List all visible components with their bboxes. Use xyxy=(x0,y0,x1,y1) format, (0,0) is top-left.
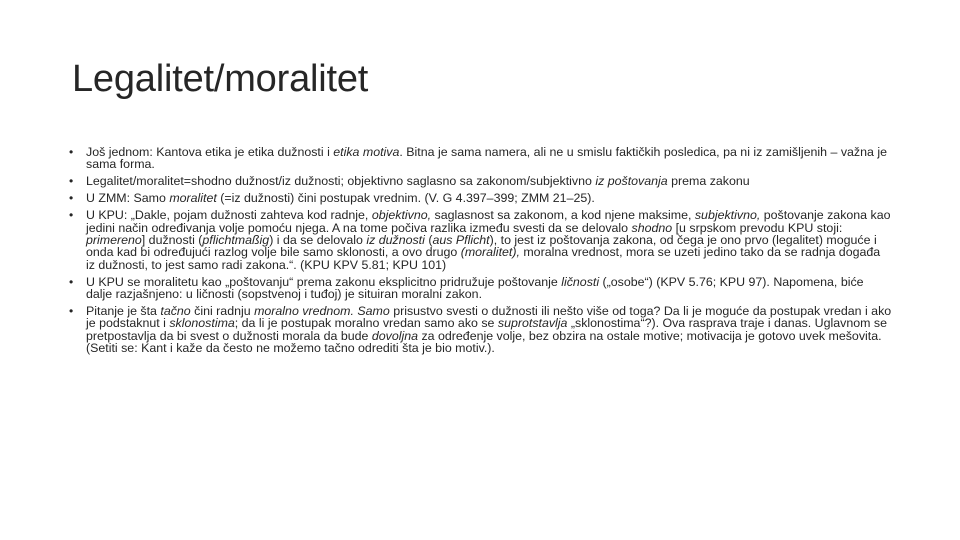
bullet-text xyxy=(86,174,750,188)
text-run: ) i da se delovalo xyxy=(269,232,367,247)
bullet-text xyxy=(86,208,891,272)
bullet-marker: • xyxy=(69,174,74,189)
italic-text-run: dovoljna xyxy=(371,328,419,343)
italic-text-run: (moralitet), xyxy=(460,245,520,260)
bullet-text xyxy=(86,191,595,205)
bullet-item xyxy=(66,175,892,187)
bullet-item xyxy=(66,192,892,204)
bullet-text xyxy=(86,304,891,355)
text-run: „sklonostima“?). Ova rasprava traje i danas. Uglavnom se pretpostavlja da bi svest o dužnosti morala da bude xyxy=(86,316,887,343)
text-run: U ZMM: Samo xyxy=(86,191,170,206)
text-run: prisustvo svesti o dužnosti ili nešto više od toga? Da li je moguće da postupak vredan i ako je podstaknut i xyxy=(86,303,892,331)
italic-text-run: iz dužnosti xyxy=(366,232,425,247)
italic-text-run: moralitet xyxy=(169,191,217,206)
text-run: Legalitet/moralitet=shodno dužnost/iz dužnosti; objektivno saglasno sa zakonom/subjektivno xyxy=(86,174,596,189)
text-run: („osobe“) (KPV 5.76; KPU 97). Napomena, biće dalje razjašnjeno: u ličnosti (sopstvenoj i tuđoj) je situiran moralni zakon. xyxy=(86,274,864,302)
text-run: prema zakonu xyxy=(667,174,750,189)
slide-title: Legalitet/moralitet xyxy=(72,58,369,100)
italic-text-run: primereno xyxy=(86,232,142,247)
text-run: Pitanje je šta xyxy=(86,303,161,318)
text-run: U KPU: „Dakle, pojam dužnosti zahteva kod radnje, xyxy=(86,208,372,223)
italic-text-run: ličnosti xyxy=(561,274,600,289)
bullet-item xyxy=(66,209,892,271)
italic-text-run: subjektivno, xyxy=(694,208,761,223)
italic-text-run: iz poštovanja xyxy=(595,174,668,189)
italic-text-run: shodno xyxy=(631,220,673,235)
text-run: čini radnju xyxy=(190,303,255,318)
italic-text-run: suprotstavlja xyxy=(497,316,568,331)
bullet-item xyxy=(66,305,892,355)
italic-text-run: tačno xyxy=(160,303,191,318)
bullet-marker: • xyxy=(69,145,74,159)
italic-text-run: sklonostima xyxy=(169,316,235,331)
text-run: ( xyxy=(424,232,433,247)
bullet-text xyxy=(86,145,887,171)
italic-text-run: pflichtmaßig xyxy=(202,232,270,247)
text-run: saglasnost sa zakonom, a kod njene maksime, xyxy=(431,208,695,223)
text-run: Još jednom: Kantova etika je etika dužnosti i xyxy=(86,145,334,159)
bullet-item xyxy=(66,276,892,301)
bullet-marker: • xyxy=(69,208,74,223)
text-run: (=iz dužnosti) čini postupak vrednim. (V. G 4.397–399; ZMM 21–25). xyxy=(216,191,595,206)
text-run: ; da li je postupak moralno vredan samo ako se xyxy=(234,316,498,331)
bullet-list xyxy=(66,146,892,359)
text-run: poštovanje zakona kao jedini način određivanja volje pomoću njega. A na tome počiva razlika između svesti da se delovalo xyxy=(86,208,891,235)
italic-text-run: objektivno, xyxy=(371,208,432,223)
italic-text-run: etika motiva xyxy=(333,145,400,159)
italic-text-run: aus Pflicht xyxy=(432,232,490,247)
bullet-marker: • xyxy=(69,303,74,318)
text-run: za određenje volje, bez obzira na ostale motive; motivacija je gotovo uvek mešovita. (Setiti se: Kant i kaže da često ne možemo tačno odrediti šta je bio motiv.). xyxy=(86,328,882,356)
italic-text-run: moralno vrednom. Samo xyxy=(254,303,390,318)
text-run: U KPU se moralitetu kao „poštovanju“ prema zakonu eksplicitno pridružuje poštovanje xyxy=(86,274,562,289)
bullet-marker: • xyxy=(69,274,74,289)
bullet-marker: • xyxy=(69,191,74,206)
text-run: . Bitna je sama namera, ali ne u smislu faktičkih posledica, pa ni iz zamišljenih – važna je sama forma. xyxy=(86,145,887,172)
text-run: ), to jest iz poštovanja zakona, od čega je ono prvo (legalitet) moguće i onda kad bi određujući razlog volje bile samo sklonosti, a ovo drugo xyxy=(86,232,877,260)
bullet-item xyxy=(66,146,892,171)
text-run: ] dužnosti ( xyxy=(141,232,203,247)
bullet-text xyxy=(86,275,864,301)
text-run: [u srpskom prevodu KPU stoji: xyxy=(672,220,843,235)
text-run: moralna vrednost, mora se uzeti jedino tako da se radnja događa iz dužnosti, to jest samo radi zakona.“. (KPU KPV 5.81; KPU 101) xyxy=(86,245,881,272)
